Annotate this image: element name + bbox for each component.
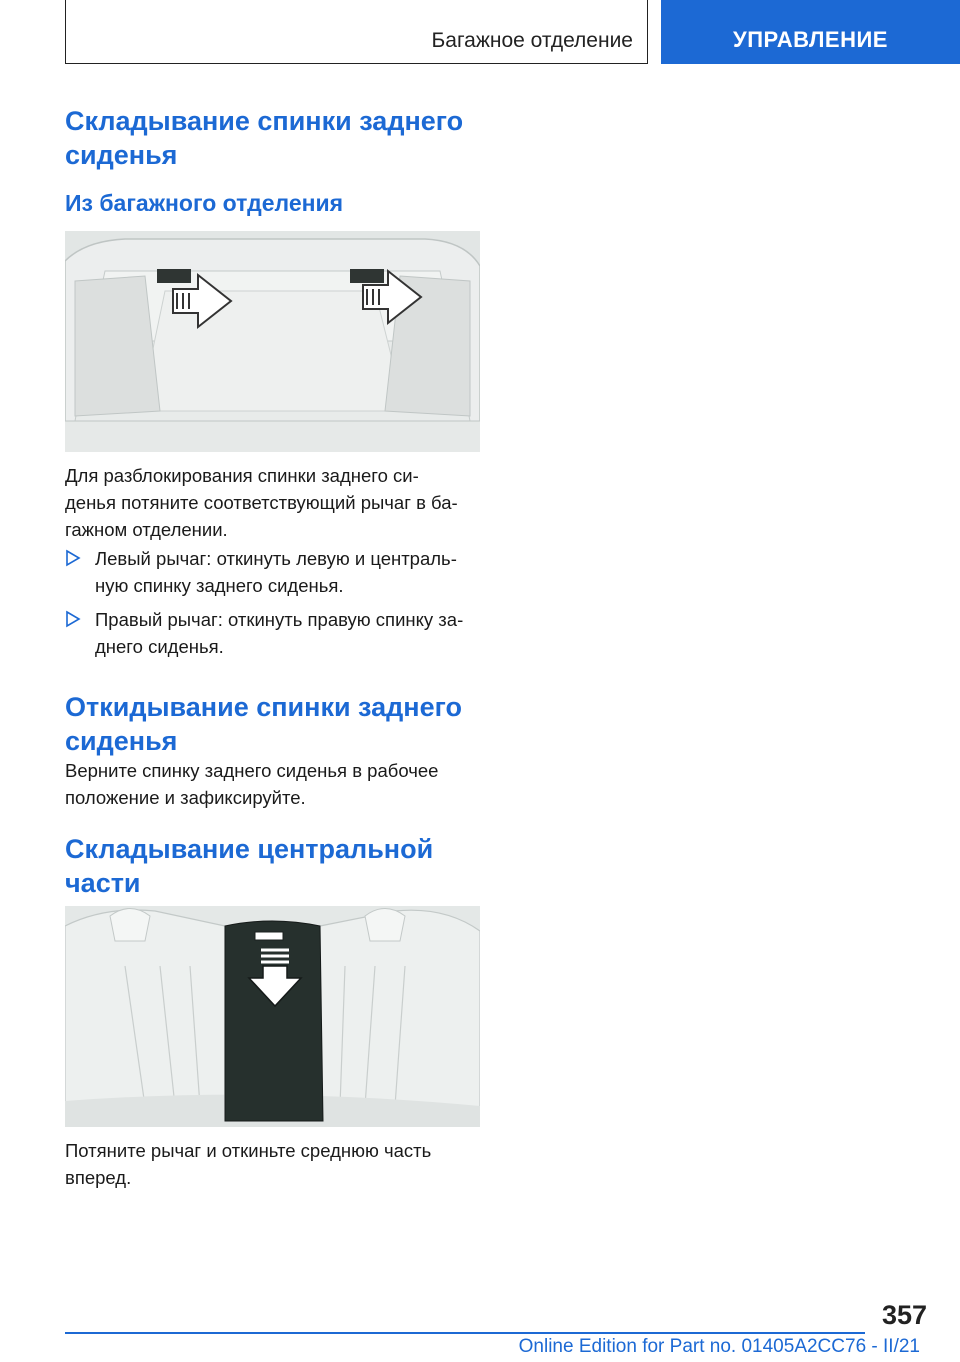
section-title-line: части xyxy=(65,868,141,898)
unfold-instruction xyxy=(65,757,485,811)
text-line: Потяните рычаг и откиньте среднюю часть xyxy=(65,1140,432,1161)
section-title-center xyxy=(65,832,495,900)
section-title-line: Откидывание спинки заднего xyxy=(65,692,462,722)
section-title-unfold xyxy=(65,690,495,758)
unlock-instruction xyxy=(65,462,485,543)
text-line: днего сиденья. xyxy=(95,636,224,657)
center-seat-illustration xyxy=(65,906,480,1127)
text-line: Для разблокирования спинки заднего си- xyxy=(65,465,419,486)
text-line: денья потяните соответствующий рычаг в ба- xyxy=(65,492,458,513)
text-line: Левый рычаг: откинуть левую и централь- xyxy=(95,548,457,569)
triangle-right-icon xyxy=(65,549,81,567)
center-fold-instruction xyxy=(65,1137,485,1191)
list-item-left-lever xyxy=(65,545,485,599)
list-item-right-lever xyxy=(65,606,485,660)
section-title-line: сиденья xyxy=(65,726,178,756)
footer-divider xyxy=(65,1332,865,1334)
header-section-title: Багажное отделение xyxy=(431,29,633,52)
list-item-text xyxy=(95,606,485,660)
section-title-fold xyxy=(65,104,495,172)
triangle-right-icon xyxy=(65,610,81,628)
header-chapter-tab[interactable]: УПРАВЛЕНИЕ xyxy=(661,0,960,64)
text-line: гажном отделении. xyxy=(65,519,228,540)
list-item-text xyxy=(95,545,485,599)
section-title-line: сиденья xyxy=(65,140,178,170)
section-title-line: Складывание спинки заднего xyxy=(65,106,464,136)
page-number: 357 xyxy=(881,1300,927,1330)
text-line: ную спинку заднего сиденья. xyxy=(95,575,344,596)
text-line: вперед. xyxy=(65,1167,132,1188)
footer-edition-link[interactable]: Online Edition for Part no. 01405A2CC76 - II/21 xyxy=(518,1336,920,1357)
text-line: Верните спинку заднего сиденья в рабочее xyxy=(65,760,439,781)
header-section-box xyxy=(65,0,648,64)
trunk-levers-illustration xyxy=(65,231,480,452)
section-title-line: Складывание центральной xyxy=(65,834,434,864)
subsection-title-from-trunk: Из багажного отделения xyxy=(65,190,344,216)
text-line: положение и зафиксируйте. xyxy=(65,787,306,808)
text-line: Правый рычаг: откинуть правую спинку за- xyxy=(95,609,464,630)
